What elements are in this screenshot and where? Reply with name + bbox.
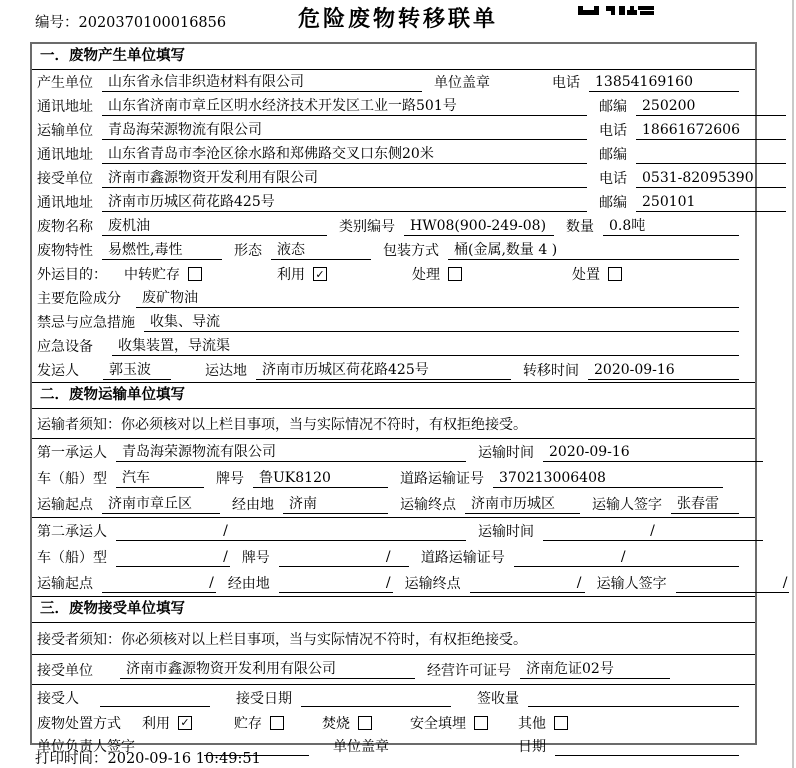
field-label: 接受者须知：你必须核对以上栏目事项，当与实际情况不符时，有权拒绝接受。 <box>37 631 527 648</box>
checkbox-label: 中转贮存 <box>124 267 180 283</box>
field-value[interactable]: 废机油 <box>102 217 327 236</box>
form-row <box>32 710 755 735</box>
print-time-value: 2020-09-16 10:49:51 <box>107 751 261 767</box>
checkbox-field <box>142 713 192 733</box>
field-value[interactable]: 汽车 <box>116 469 204 488</box>
field-label: 外运目的： <box>37 267 107 283</box>
field-label: 产生单位 <box>37 75 93 91</box>
form-row <box>32 166 755 190</box>
form-row <box>32 358 755 382</box>
field-label: 转移时间 <box>523 363 579 379</box>
serial-number <box>35 11 226 32</box>
qr-code-partial-icon <box>578 0 654 19</box>
gap <box>88 697 100 698</box>
gap <box>372 722 410 723</box>
field-label: 废物名称 <box>37 219 93 235</box>
field-label: 形态 <box>234 243 262 259</box>
field-value[interactable]: 济南危证02号 <box>520 660 670 679</box>
gap <box>102 669 120 670</box>
form-row <box>32 685 755 710</box>
field-label: 运达地 <box>205 363 247 379</box>
field-value[interactable]: 370213006408 <box>493 469 723 488</box>
form-row <box>32 409 755 439</box>
checkbox-icon[interactable] <box>608 267 622 281</box>
section-title: 三．废物接受单位填写 <box>32 597 755 623</box>
print-time <box>35 747 261 768</box>
form-row <box>32 190 755 214</box>
field-value[interactable]: 液态 <box>271 241 371 260</box>
checkbox-icon[interactable] <box>188 267 202 281</box>
checkbox-icon[interactable] <box>358 716 372 730</box>
form-row <box>32 491 755 518</box>
gap <box>327 274 412 275</box>
field-value[interactable]: 2020-09-16 <box>543 443 763 462</box>
checkbox-field <box>234 713 284 733</box>
field-value[interactable]: HW08(900-249-08) <box>404 217 554 236</box>
checkbox-field <box>124 264 202 284</box>
print-time-label: 打印时间： <box>35 751 108 767</box>
form-row <box>32 238 755 262</box>
field-value[interactable]: 青岛海荣源物流有限公司 <box>102 121 587 140</box>
field-value[interactable]: 0531-82095390 <box>636 169 786 188</box>
page-title: 危险废物转移联单 <box>297 7 498 32</box>
field-value[interactable]: / <box>676 574 790 593</box>
checkbox-field <box>572 264 622 284</box>
field-value[interactable]: / <box>279 548 409 567</box>
gap <box>130 722 142 723</box>
checkbox-label: 贮存 <box>234 715 262 732</box>
form-row <box>32 118 755 142</box>
field-value[interactable]: / <box>279 574 393 593</box>
field-label: 电话 <box>552 75 580 91</box>
gap <box>183 370 205 371</box>
field-value[interactable]: 2020-09-16 <box>588 361 739 380</box>
checkbox-label: 处置 <box>572 267 600 283</box>
serial-value: 2020370100016856 <box>78 15 227 31</box>
form-row <box>32 334 755 358</box>
gap <box>192 722 234 723</box>
field-label: 运输者须知：你必须核对以上栏目事项，当与实际情况不符时，有权拒绝接受。 <box>37 416 527 433</box>
field-value[interactable] <box>528 688 739 707</box>
checkbox-field <box>518 713 568 733</box>
field-label: 经由地 <box>232 497 274 513</box>
field-value[interactable]: / <box>116 548 230 567</box>
form-table <box>30 42 788 755</box>
checkbox-icon[interactable] <box>554 716 568 730</box>
field-label: 接受人 <box>37 690 79 707</box>
gap <box>321 746 333 747</box>
gap <box>284 722 322 723</box>
field-value[interactable]: 济南市章丘区 <box>102 495 220 514</box>
field-value[interactable]: 18661672606 <box>636 121 786 140</box>
field-value[interactable]: 青岛海荣源物流有限公司 <box>116 443 466 462</box>
field-label: 包装方式 <box>383 243 439 259</box>
form-row <box>32 262 755 286</box>
form-row <box>32 70 755 94</box>
field-value[interactable]: / <box>543 522 763 541</box>
field-label: 发运人 <box>37 363 79 379</box>
gap <box>102 346 112 347</box>
field-label: 运输终点 <box>400 497 456 513</box>
field-value[interactable] <box>555 737 739 756</box>
field-value[interactable]: 济南市历城区 <box>465 495 580 514</box>
checkbox-label: 其他 <box>518 715 546 732</box>
gap <box>88 370 103 371</box>
form-row <box>32 623 755 655</box>
field-label: 废物特性 <box>37 243 93 259</box>
field-label: 经由地 <box>227 576 270 592</box>
field-label: 接受单位 <box>37 662 93 679</box>
field-label: 单位盖章 <box>333 739 389 755</box>
field-label: 牌号 <box>216 471 244 487</box>
field-label: 主要危险成分 <box>37 291 121 307</box>
field-label: 第一承运人 <box>37 445 107 461</box>
field-value[interactable]: 桶(金属,数量 4 ) <box>448 241 739 260</box>
field-label: 运输起点 <box>37 576 93 592</box>
gap <box>116 274 124 275</box>
field-value[interactable]: 废矿物油 <box>136 289 739 308</box>
field-value[interactable]: 济南市历城区荷花路425号 <box>256 361 511 380</box>
field-label: 车（船）型 <box>37 471 107 487</box>
field-label: 邮编 <box>599 147 627 163</box>
field-label: 邮编 <box>599 195 627 211</box>
checkbox-label: 利用 <box>142 715 170 732</box>
field-value[interactable]: 易燃性,毒性 <box>102 241 222 260</box>
field-label: 运输终点 <box>404 576 461 592</box>
checkbox-checked-icon[interactable]: ✓ <box>178 716 192 730</box>
checkbox-label: 安全填埋 <box>410 715 466 732</box>
checkbox-icon[interactable] <box>474 716 488 730</box>
field-value[interactable]: 郭玉波 <box>103 361 171 380</box>
field-label: 经营许可证号 <box>427 662 511 679</box>
form-row <box>32 439 755 465</box>
field-value[interactable]: 鲁UK8120 <box>253 469 388 488</box>
gap <box>202 274 277 275</box>
field-label: 电话 <box>599 171 627 187</box>
form-row <box>32 518 755 544</box>
form-row <box>32 570 788 596</box>
field-label: 电话 <box>599 123 627 139</box>
section-1 <box>32 44 755 382</box>
field-value[interactable]: / <box>514 548 739 567</box>
field-value[interactable] <box>636 145 786 164</box>
field-label: 运输单位 <box>37 123 93 139</box>
checkbox-checked-icon[interactable]: ✓ <box>313 267 327 281</box>
field-label: 车（船）型 <box>37 550 107 566</box>
field-label: 接受日期 <box>236 690 292 707</box>
field-label: 应急设备 <box>37 339 93 355</box>
field-label: 运输起点 <box>37 497 93 513</box>
form-row <box>32 214 755 238</box>
field-label: 单位负责人签字 <box>37 739 135 755</box>
field-value[interactable]: 0.8吨 <box>603 217 739 236</box>
field-label: 废物处置方式 <box>37 715 121 732</box>
serial-label: 编号： <box>35 15 79 31</box>
form-row <box>32 286 755 310</box>
checkbox-field <box>322 713 372 733</box>
form-row <box>32 142 755 166</box>
field-label: 运输人签字 <box>596 576 667 592</box>
checkbox-field <box>277 264 327 284</box>
field-value[interactable]: 山东省济南市章丘区明水经济技术开发区工业一路501号 <box>102 97 587 116</box>
section-3 <box>32 596 755 757</box>
section-title: 一．废物产生单位填写 <box>32 44 755 70</box>
field-label: 邮编 <box>599 99 627 115</box>
field-label: 道路运输证号 <box>400 471 484 487</box>
field-value[interactable] <box>301 688 451 707</box>
field-label: 第二承运人 <box>37 524 107 540</box>
form-row <box>32 655 755 685</box>
field-value[interactable] <box>100 688 210 707</box>
checkbox-label: 利用 <box>277 267 305 283</box>
field-label: 接受单位 <box>37 171 93 187</box>
field-value[interactable]: / <box>116 522 466 541</box>
gap <box>463 697 477 698</box>
field-label: 运输时间 <box>478 524 534 540</box>
section-2 <box>32 382 788 596</box>
field-value[interactable]: 济南市鑫源物资开发利用有限公司 <box>120 660 415 679</box>
field-value[interactable]: 济南 <box>283 495 388 514</box>
checkbox-icon[interactable] <box>448 267 462 281</box>
field-label: 牌号 <box>241 550 270 566</box>
form-row <box>32 465 755 491</box>
field-label: 数量 <box>566 219 594 235</box>
field-value[interactable]: 250101 <box>636 193 786 212</box>
field-label: 运输人签字 <box>592 497 662 513</box>
field-label: 道路运输证号 <box>420 550 505 566</box>
field-label: 通讯地址 <box>37 147 93 163</box>
checkbox-label: 焚烧 <box>322 715 350 732</box>
gap <box>462 274 572 275</box>
field-value[interactable]: 13854169160 <box>589 73 739 92</box>
checkbox-field <box>410 713 488 733</box>
field-label: 通讯地址 <box>37 99 93 115</box>
field-label: 类别编号 <box>339 219 395 235</box>
field-label: 日期 <box>518 739 546 755</box>
gap <box>488 722 518 723</box>
field-value[interactable]: 收集装置，导流渠 <box>112 337 739 356</box>
gap <box>398 746 518 747</box>
field-value[interactable]: 济南市历城区荷花路425号 <box>102 193 587 212</box>
form-row <box>32 94 755 118</box>
field-value[interactable]: 山东省永信非织造材料有限公司 <box>102 73 422 92</box>
field-label: 单位盖章 <box>434 75 490 91</box>
section-title: 二．废物运输单位填写 <box>32 383 755 409</box>
field-value[interactable]: / <box>102 574 216 593</box>
form-row <box>32 310 755 334</box>
field-value[interactable]: 济南市鑫源物资开发利用有限公司 <box>102 169 587 188</box>
checkbox-icon[interactable] <box>270 716 284 730</box>
field-value[interactable]: 张春雷 <box>671 495 739 514</box>
page-edge-line <box>792 0 794 768</box>
field-label: 签收量 <box>477 690 519 707</box>
field-value[interactable]: 250200 <box>636 97 786 116</box>
field-value[interactable]: 收集、导流 <box>144 313 739 332</box>
checkbox-field <box>412 264 462 284</box>
field-label: 通讯地址 <box>37 195 93 211</box>
field-label: 禁忌与应急措施 <box>37 315 135 331</box>
field-value[interactable]: / <box>470 574 585 593</box>
gap <box>222 697 236 698</box>
field-value[interactable]: 山东省青岛市李沧区徐水路和郑佛路交叉口东侧20米 <box>102 145 587 164</box>
checkbox-label: 处理 <box>412 267 440 283</box>
form-row <box>32 544 755 570</box>
field-label: 运输时间 <box>478 445 534 461</box>
